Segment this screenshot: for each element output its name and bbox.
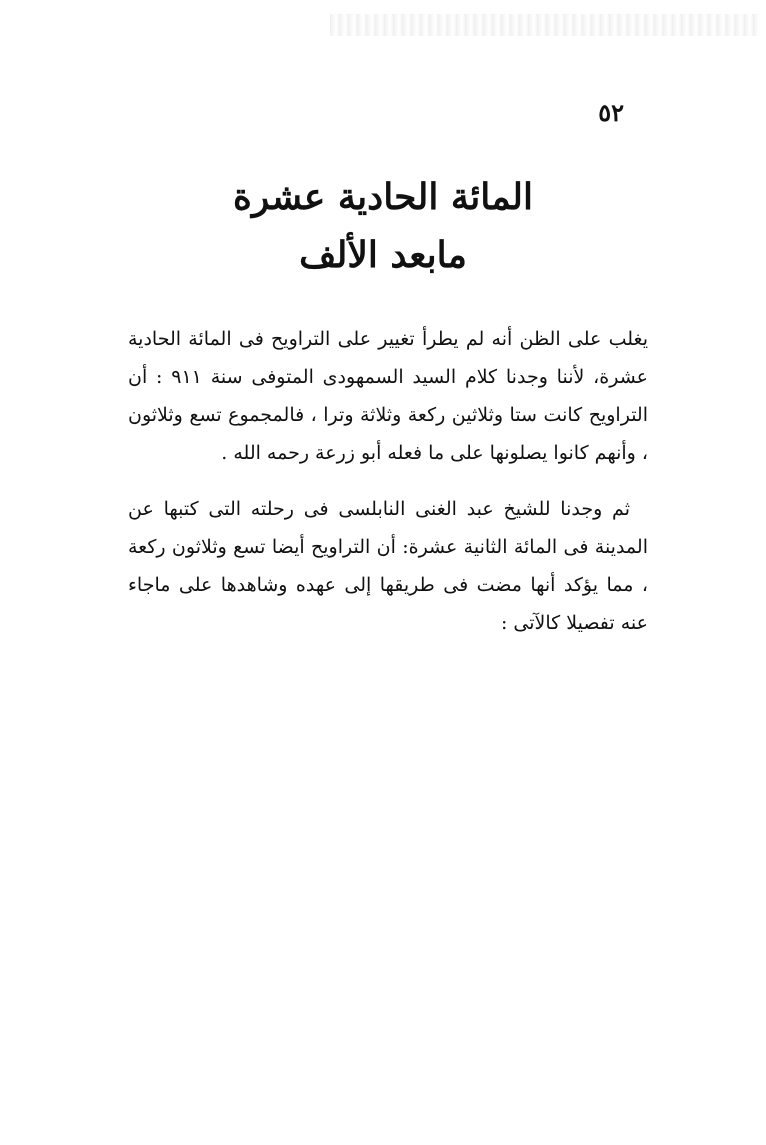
chapter-subtitle: مابعد الألف (299, 234, 467, 276)
body-paragraph-1: يغلب على الظن أنه لم يطرأ تغيير على التراويح فى المائة الحادية عشرة، لأننا وجدنا كلام السيد السمهودى المتوفى سنة ٩١١ : أن التراويح كانت ستا وثلاثين ركعة وثلاثة وترا ، فالمجموع تسع وثلاثون ، وأنهم كانوا يصلونها على ما فعله أبو زرعة رحمه الله . (128, 328, 648, 464)
body-paragraph-2: ثم وجدنا للشيخ عبد الغنى النابلسى فى رحلته التى كتبها عن المدينة فى المائة الثانية عشرة: أن التراويح أيضا تسع وثلاثون ركعة ، مما يؤكد أنها مضت فى طريقها إلى عهده وشاهدها على ماجاء عنه تفصيلا كالآتى : (128, 498, 648, 634)
page-number: ٥٢ (598, 98, 624, 127)
scan-artifact (330, 14, 760, 36)
chapter-title: المائة الحادية عشرة (233, 176, 533, 218)
